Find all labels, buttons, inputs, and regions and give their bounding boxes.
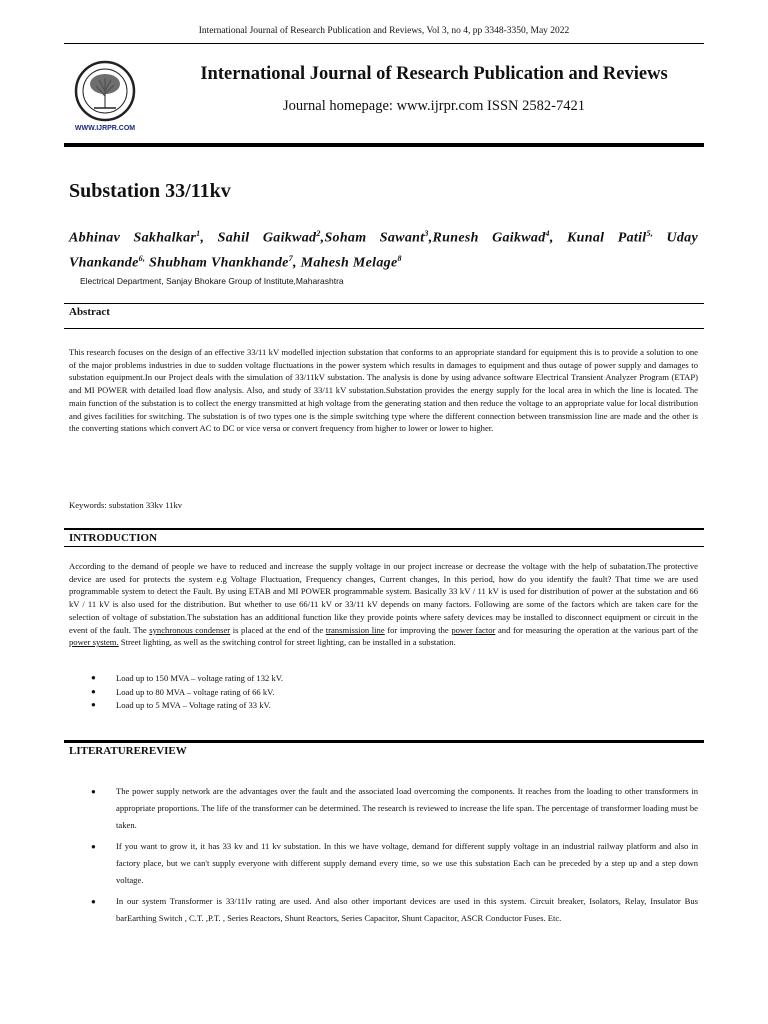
abstract-bottom-rule (64, 328, 704, 329)
author-affiliation-number: 3 (424, 229, 429, 238)
list-item: ● In our system Transformer is 33/11lv rating are used. And also other important devices are used in this system. Circuit breaker, Isolators, Relay, Insulator Bus barEarthing Switch , C.T. ,P.T. , Series Reactors, Shunt Reactors, Series Capacitor, Shunt Capacitor, ASCR Conductor Fuses. Etc. (69, 893, 698, 927)
link-power-system[interactable]: power system. (69, 637, 119, 648)
list-item: ● The power supply network are the advantages over the fault and the associated load overcoming the components. It reaches from the loading to other transformers in appropriate proportions. The life of the transformer can be determined. The research is reviewed to increase the life span. The percentage of transformer loading must be taken. (69, 783, 698, 834)
bullet-icon: ● (91, 842, 96, 851)
lit-top-rule (64, 740, 704, 743)
author-affiliation-number: 1 (196, 229, 201, 238)
author-name: Shubham Vhankhande (149, 255, 289, 271)
masthead-rule (64, 143, 704, 147)
intro-bottom-rule (64, 546, 704, 547)
introduction-heading: INTRODUCTION (69, 532, 158, 544)
introduction-text: According to the demand of people we have to reduced and increase the supply voltage in our project increase or decrease the voltage with the help of subatation.The protective device are used for protects the system e.g Voltage Fluctuation, Frequency changes, Current changes, In this period, how do you identify the fault? That time we are used programmable system to detect the Fault. By using ETAB and MI POWER programmable system. Basically 33 kV / 11 kV is used for distribution of power at the substation and 66 kV / 11 kV is also used for the distribution. But whether to use 66/11 kV or 33/11 kV depends on many factors. Following are some of the factors which are taken care for the selection of voltage of substation.The substation has an additional function like they provide points where safety devices may be installed to disconnect equipment or circuit in the event of the fault. The synchronous condenser is placed at the end of the transmission line for improving the power factor and for measuring the operation at the various part of the power system. Street lighting, as well as the switching control for street lighting, can be installed in a substation. (69, 561, 698, 648)
bullet-icon: ● (91, 700, 96, 709)
keywords: Keywords: substation 33kv 11kv (69, 500, 183, 510)
author-name: Uday Vhankande (69, 230, 698, 271)
author-affiliation-number: 5, (646, 229, 654, 238)
running-head: International Journal of Research Publication and Reviews, Vol 3, no 4, pp 3348-3350, May 2022 (198, 26, 570, 36)
author-name: Sahil Gaikwad (217, 230, 317, 246)
author-list: Abhinav Sakhalkar$^1$, Sahil Gaikwad$^2$,Soham Sawant$^3$,Runesh Gaikwad$^4$, Kunal Patil$^{5,}$ Uday Vhankande$^{6,}$ Shubham Vhankhande$^7$, Mahesh Melage$^8$ (69, 229, 698, 271)
journal-homepage-line: Journal homepage: www.ijrpr.com ISSN 2582-7421 (283, 98, 585, 114)
link-synchronous-condenser[interactable]: synchronous condenser (149, 624, 231, 635)
author-affiliation-number: 7 (288, 253, 293, 263)
journal-title: International Journal of Research Publication and Reviews (200, 64, 668, 84)
intro-top-rule (64, 528, 704, 530)
author-affiliation-number: 8 (397, 253, 402, 263)
author-affiliation-number: 4 (545, 229, 550, 238)
author-name: Abhinav Sakhalkar (69, 230, 197, 246)
author-name: Soham Sawant (324, 230, 425, 246)
introduction-bullets (69, 673, 698, 714)
journal-logo (66, 58, 144, 134)
link-power-factor[interactable]: power factor (451, 624, 496, 635)
list-item: ● Load up to 80 MVA – voltage rating of 66 kV. (91, 686, 275, 697)
author-affiliation-number: 2 (316, 229, 321, 238)
author-affiliation-number: 6, (138, 253, 146, 263)
bullet-icon: ● (91, 686, 96, 696)
abstract-top-rule (64, 303, 704, 304)
author-name: Kunal Patil (567, 230, 647, 246)
bullet-icon: ● (91, 897, 96, 906)
list-item: ● If you want to grow it, it has 33 kv and 11 kv substation. In this we have voltage, demand for different supply voltage in an industrial railway platform and also in factory place, but we can't supply everyone with different supply demand every time, so we use this substation Each can be preceded by a step up and a step down voltage. (69, 838, 698, 889)
header-rule (64, 43, 704, 44)
abstract-text: This research focuses on the design of an effective 33/11 kV modelled injection substation that conforms to an appropriate standard for equipment this is to provide a solution to one of the major problems industries in due to sudden voltage fluctuations in the power system which results in damages to equipment and thus outage of power supply and damages to substation equipment.In our Project deals with the simulation of 33/11kV substation. The analysis is done by using advance software Electrical Transient Analyzer Program (ETAP) and MI POWER with detailed load flow analysis. Also, and study of 33/11 kV substation.Substation provides the energy supply for the local area in which the line is located. The main function of the substation is to collect the energy transmitted at high voltage from the generating station and then reduce the voltage to an appropriate value for local distribution and gives facilities for switching. The substation is of two types one is the simple switching type where the different connection between transmission line are made and the other is the converting stations which convert AC to DC or vice versa or convert frequency from higher to lower or lower to higher. (69, 347, 698, 434)
bullet-icon: ● (91, 787, 96, 796)
literature-review-heading: LITERATUREREVIEW (69, 745, 187, 757)
abstract-heading: Abstract (69, 306, 110, 318)
link-transmission-line[interactable]: transmission line (325, 624, 385, 635)
svg-text:WWW.IJRPR.COM: WWW.IJRPR.COM (74, 125, 136, 132)
author-name: Runesh Gaikwad (432, 230, 546, 246)
affiliation: Electrical Department, Sanjay Bhokare Group of Institute,Maharashtra (80, 276, 344, 286)
list-item: ● Load up to 150 MVA – voltage rating of 132 kV. (91, 673, 284, 683)
author-name: Mahesh Melage (300, 255, 398, 271)
literature-review-list (69, 783, 698, 931)
bullet-icon: ● (91, 673, 96, 682)
list-item: ● Load up to 5 MVA – Voltage rating of 33 kV. (91, 700, 271, 710)
paper-title: Substation 33/11kv (69, 180, 231, 202)
